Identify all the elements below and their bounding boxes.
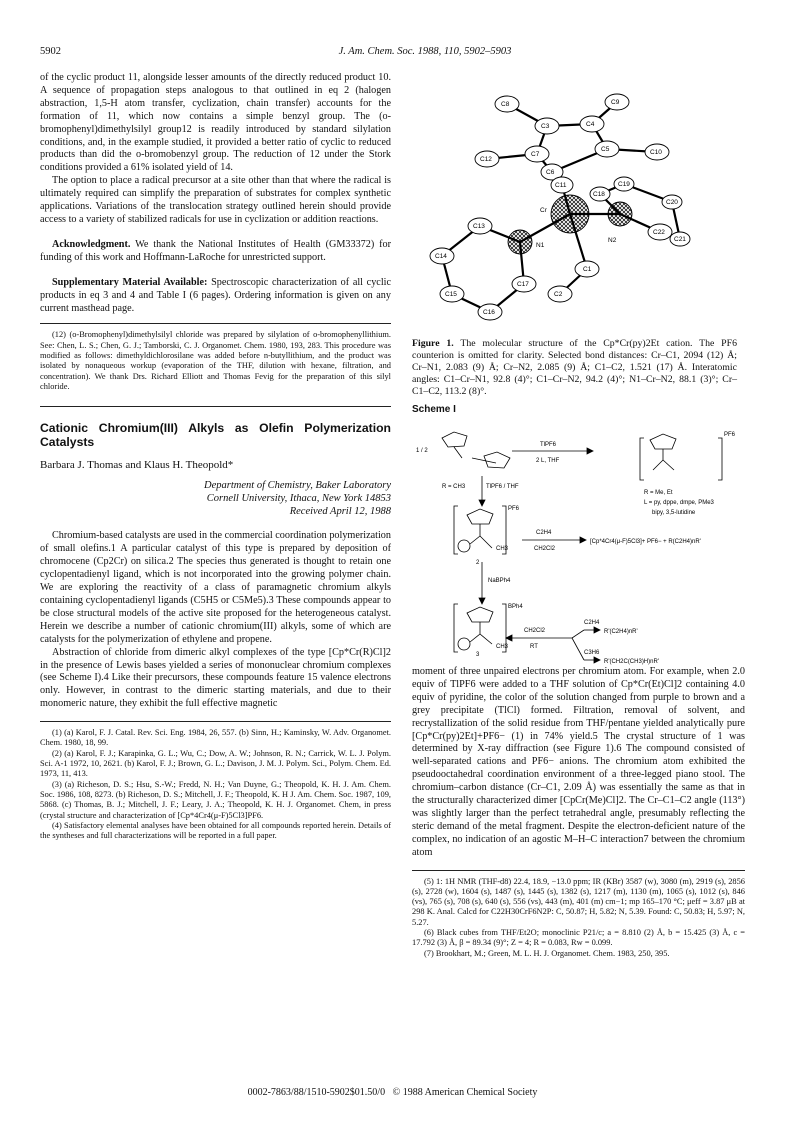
scheme-text: L = py, dppe, dmpe, PMe3: [644, 500, 714, 506]
scheme-text: BPh4: [508, 604, 523, 610]
atom-label: C16: [483, 309, 495, 316]
footnote-7: (7) Brookhart, M.; Green, M. L. H. J. Organomet. Chem. 1983, 250, 395.: [424, 948, 670, 958]
atom-label: C1: [583, 266, 592, 273]
paragraph: moment of three unpaired electrons per chromium atom. For example, when 2.0 equiv of TlPF6 were added to a THF solution of Cp*Cr(Et)Cl]2 containing 4.0 equiv of pyridine, the color of the solution changed from purple to brown and a grey precipitate (TlCl) formed. Filtration, removal of solvent, and recrystallization of the solid residue from THF/pentane yielded analytically pure [Cp*Cr(py)2Et]+PF6− (1) in 74% yield.5 The crystal structure of 1 was determined by X-ray diffraction (see Figure 1).6 The compound consisted of well-separated cations and PF6− anions. The chromium atom exhibited the pseudooctahedral coordination environment of a three-legged piano stool. The chromium–carbon distance (Cr–C1, 2.09 Å) was essentially the same as that in the structurally characterized dimer [CpCr(Me)Cl]2. The Cr–C1–C2 angle (113°) was slightly larger than the perfect tetrahedral angle, presumably reflecting the steric demand of the metal fragment. Despite the electron-deficient nature of the complex, no indication of an agostic M–H–C interaction7 between the chromium atom: [412, 666, 745, 858]
authors: Barbara J. Thomas and Klaus H. Theopold*: [40, 459, 234, 472]
footnote-5: (5) 1: 1H NMR (THF-d8) 22.4, 18.9, −13.0 ppm; IR (KBr) 3587 (w), 3080 (m), 2919 (s), 2856 (s), 2728 (w), 1604 (s), 1487 (s), 1445 (s), 1382 (s), 1217 (m), 1130 (m), 1065 (s), 1012 (s), 846 (vs), 765 (s), 708 (s), 640 (s), 556 (vs), 443 (m), 401 (m) cm−1; mp 165–170 °C; μeff = 3.87 μB at 298 K. Anal. Calcd for C22H30CrF6N2P: C, 50.87; H, 5.82; N, 5.39. Found: C, 50.83; H, 5.97; N, 5.27.: [412, 876, 745, 927]
footnote-6: (6) Black cubes from THF/Et2O; monoclinic P21/c; a = 8.810 (2) Å, b = 15.425 (3) Å, c = 17.792 (3) Å, β = 89.34 (9)°; Z = 4; R = 0.083, Rw = 0.099.: [412, 928, 745, 948]
atom-label: C4: [586, 121, 595, 128]
scheme-text: 1 / 2: [416, 448, 428, 454]
scheme-text: R = CH3: [442, 484, 466, 490]
scheme-text: C3H6: [584, 650, 600, 656]
atom-label: C12: [480, 156, 492, 163]
footnote-1: (1) (a) Karol, F. J. Catal. Rev. Sci. Eng. 1984, 26, 557. (b) Sinn, H.; Kaminsky, W. Adv. Organomet. Chem. 1980, 18, 99.: [40, 728, 391, 748]
article-title: Cationic Chromium(III) Alkyls as Olefin Polymerization Catalysts: [40, 421, 391, 450]
scheme-text: C2H4: [536, 530, 552, 536]
page-footer: [0, 1087, 785, 1098]
scheme-text: CH2Cl2: [534, 546, 556, 552]
paragraph: Chromium-based catalysts are used in the commercial coordination polymerization of small olefins.1 A particular catalyst of this type is prepared by deposition of chromocene (Cp2Cr) on silica.2 The species thus generated is thought to retain one cyclopentadienyl ligand, which is not incorporated into the growing polymer chain. We are exploring the reactivity of a class of paramagnetic chromium alkyls containing cyclopentadienyl ligands (C5H5 or C5Me5).3 These compounds appear to be close structural models of the active site proposed for the heterogeneous catalyst. Herein we describe a number of cationic chromium(III) alkyls, some of which are catalysts for the polymerization of ethylene and propene.: [40, 530, 391, 645]
scheme-text: R = Me, Et: [644, 490, 673, 496]
atom-label: C17: [517, 281, 529, 288]
atom-label: C22: [653, 229, 665, 236]
scheme-label: Scheme I: [412, 404, 456, 415]
supplementary-material: [40, 277, 391, 316]
atom-label: C18: [593, 191, 605, 198]
scheme-1: [412, 418, 742, 665]
right-column: [412, 666, 745, 959]
footnote-rule: [412, 870, 745, 871]
footer-copyright: © 1988 American Chemical Society: [392, 1087, 538, 1098]
atom-label: C7: [531, 151, 540, 158]
footnote-3: (3) (a) Richeson, D. S.; Hsu, S.-W.; Fredd, N. H.; Van Duyne, G.; Theopold, K. H. J. Am. Chem. Soc. 1986, 108, 8273. (b) Richeson, D. S.; Mitchell, J. F.; Theopold, K. H J. Am. Chem. Soc. 1987, 109, 5868. (c) Thomas, B. J.; Mitchell, J. F.; Leary, J. A.; Theopold, K. H. J. Organomet. Chem, in press (crystal structure and characterization of [Cp*4Cr4(μ-F)5Cl3]PF6.: [40, 779, 391, 820]
paragraph: Abstraction of chloride from dimeric alkyl complexes of the type [Cp*Cr(R)Cl]2 in the presence of Lewis bases yielded a series of mononuclear chromium complexes (see Scheme I).4 Like their precursors, these compounds feature 15 valence electrons only. However, in contrast to the dimeric starting materials, and due to their monomeric nature, they exhibit the full effective magnetic: [40, 646, 391, 710]
atom-label: C10: [650, 149, 662, 156]
footnote-12: (12) (o-Bromophenyl)dimethylsilyl chloride was prepared by silylation of o-bromophenyllithium. See: Chen, L. S.; Chen, G. J.; Tamborski, C. J. Organomet. Chem. 1980, 193, 283. This procedure was modified as follows: dimethyldichlorosilane was added before n-butyllithium, and the product was isolated by nonaqueous workup (evaporation of the THF, dilution with hexane, filtration, and concentration). We thank Drs. Richard Elliott and Thomas Fevig for the preparation of this silyl chloride.: [40, 330, 391, 391]
scheme-text: CH3: [496, 546, 509, 552]
scheme-text: NaBPh4: [488, 578, 511, 584]
scheme-text: PF6: [508, 506, 520, 512]
figure-1-caption: [412, 338, 737, 398]
scheme-text: CH3: [496, 644, 509, 650]
scheme-text: 2 L, THF: [536, 458, 560, 464]
atom-label: N2: [608, 237, 617, 244]
atom-label: C3: [541, 123, 550, 130]
atom-label: C21: [674, 236, 686, 243]
scheme-text: TlPF6 / THF: [486, 484, 519, 490]
atom-label: Cr: [540, 207, 547, 214]
scheme-text: C2H4: [584, 620, 600, 626]
paragraph: The option to place a radical precursor at a site other than that where the radical is ultimately required can simplify the preparation of substrates for complex synthetic applications. Variations of the translocation strategy outlined herein should provide access to a variety of stabilized radicals for use in cyclization or addition reactions.: [40, 175, 391, 225]
figure-1-structure: [412, 84, 737, 334]
atom-label: C2: [554, 291, 563, 298]
atom-label: C14: [435, 253, 447, 260]
scheme-text: RT: [530, 644, 538, 650]
scheme-text: bipy, 3,5-lutidine: [652, 510, 696, 516]
page-number: 5902: [40, 46, 61, 57]
received-date: Received April 12, 1988: [289, 505, 391, 517]
scheme-text: 2: [476, 560, 480, 566]
atom-label: C13: [473, 223, 485, 230]
scheme-text: 3: [476, 652, 480, 658]
scheme-text: TlPF6: [540, 442, 557, 448]
ack-text: We thank the National Institutes of Health (GM33372) for funding of this work and Hoffmann-LaRoche for unrestricted support.: [40, 238, 391, 263]
figure-caption-text: The molecular structure of the Cp*Cr(py)2Et cation. The PF6 counterion is omitted for clarity. Selected bond distances: Cr–C1, 2094 (12) Å; Cr–N1, 2.083 (9) Å; Cr–N2, 2.085 (9) Å; C1–C2, 1.521 (17) Å. Interatomic angles: C1–Cr–N1, 92.8 (4)°; C1–Cr–N2, 94.2 (4)°; N1–Cr–N2, 88.1 (3)°; Cr–C1–C2, 113.2 (8)°.: [412, 338, 737, 397]
ack-label: Acknowledgment.: [52, 238, 131, 250]
atom-label: N1: [536, 242, 545, 249]
paragraph: of the cyclic product 11, alongside lesser amounts of the directly reduced product 10. A sequence of propagation steps analogous to that outlined in eq 2 (halogen abstraction, 1,5-H atom transfer, cyclization, chain transfer) accounts for the formation of 11, which now contains a simple benzyl group. The (o-bromophenyl)dimethylsilyl group12 is readily introduced by standard silylation conditions, and, in the example studied, it provided a better ratio of cyclic to reduced products than did the o-bromobenzyl group. The reduction of 12 under the Stork conditions provided a 61% isolated yield of 14.: [40, 72, 391, 174]
atom-label: C20: [666, 199, 678, 206]
atom-label: C9: [611, 99, 620, 106]
left-column: [40, 72, 391, 841]
scheme-text: R'(C2H4)nR': [604, 629, 638, 635]
atom-label: C5: [601, 146, 610, 153]
affiliation-2: Cornell University, Ithaca, New York 14853: [206, 492, 391, 504]
running-header: J. Am. Chem. Soc. 1988, 110, 5902–5903: [338, 46, 512, 57]
footnote-rule: [40, 323, 391, 324]
supp-text: Spectroscopic characterization of all cyclic products in eq 3 and 4 and Table I (6 pages). Ordering information is given on any current masthead page.: [40, 276, 391, 314]
supp-label: Supplementary Material Available:: [52, 276, 208, 288]
footnote-rule: [40, 721, 391, 722]
footer-code: 0002-7863/88/1510-5902$01.50/0: [247, 1087, 386, 1098]
footnote-4: (4) Satisfactory elemental analyses have been obtained for all compounds reported herein. Details of the syntheses and full characterizations will be reported in a full paper.: [40, 820, 391, 841]
atom-label: C6: [546, 169, 555, 176]
scheme-text: CH2Cl2: [524, 628, 546, 634]
atom-label: C11: [555, 182, 567, 189]
affiliation-1: Department of Chemistry, Baker Laboratory: [204, 480, 391, 492]
scheme-text: PF6: [724, 432, 736, 438]
acknowledgment: [40, 239, 391, 265]
scheme-text: [Cp*4Cr4(μ-F)5Cl3]+ PF6− + R(C2H4)nR': [590, 539, 701, 545]
atom-label: C8: [501, 101, 510, 108]
atom-label: C19: [618, 181, 630, 188]
figure-label: Figure 1.: [412, 338, 454, 349]
atom-label: C15: [445, 291, 457, 298]
section-rule: [40, 406, 391, 407]
footnote-2: (2) (a) Karol, F. J.; Karapinka, G. L.; Wu, C.; Dow, A. W.; Johnson, R. N.; Carrick, W. L. J. Polym. Sci. A-1 1972, 10, 2621. (b) Karol, F. J.; Brown, G. L.; Davison, J. M. J. Polym. Sci., Polym. Chem. Ed. 1973, 11, 413.: [40, 748, 391, 779]
scheme-text: R'(CH2C(CH3)H)nR': [604, 659, 659, 665]
